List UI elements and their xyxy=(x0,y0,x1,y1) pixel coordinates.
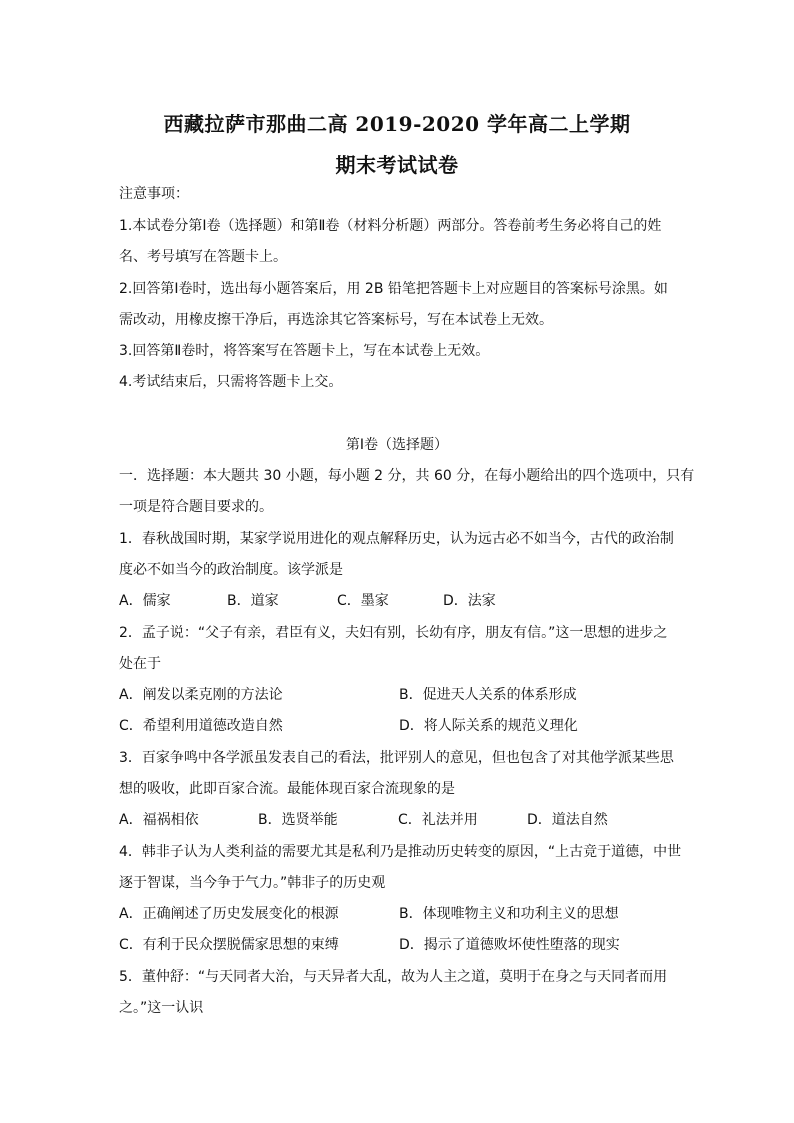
section-intro: 一项是符合题目要求的。 xyxy=(119,499,273,515)
notice-line: 3.回答第Ⅱ卷时，将答案写在答题卡上，写在本试卷上无效。 xyxy=(119,343,490,359)
q4-option-b[interactable]: B．体现唯物主义和功利主义的思想 xyxy=(399,906,619,922)
section-title: 第Ⅰ卷（选择题） xyxy=(345,437,449,453)
q1-option-d[interactable]: D．法家 xyxy=(443,593,496,609)
q4-option-c[interactable]: C．有利于民众摆脱儒家思想的束缚 xyxy=(119,937,339,953)
section-intro: 一．选择题：本大题共 30 小题，每小题 2 分，共 60 分，在每小题给出的四个选项中，只有 xyxy=(119,468,695,484)
question-5-stem: 5．董仲舒：“与天同者大治，与天异者大乱，故为人主之道，莫明于在身之与天同者而用 xyxy=(119,969,668,985)
notice-heading: 注意事项： xyxy=(119,186,189,202)
question-1-stem: 1．春秋战国时期，某家学说用进化的观点解释历史，认为远古必不如当今，古代的政治制 xyxy=(119,531,674,547)
notice-line: 名、考号填写在答题卡上。 xyxy=(119,249,287,265)
question-1-stem: 度必不如当今的政治制度。该学派是 xyxy=(119,562,343,578)
question-3-stem: 3．百家争鸣中各学派虽发表自己的看法，批评别人的意见，但也包含了对其他学派某些思 xyxy=(119,750,674,766)
notice-line: 需改动，用橡皮擦干净后，再选涂其它答案标号，写在本试卷上无效。 xyxy=(119,312,553,328)
q3-option-a[interactable]: A．福祸相依 xyxy=(119,812,199,828)
question-4-stem: 逐于智谋，当今争于气力。”韩非子的历史观 xyxy=(119,875,386,891)
question-3-stem: 想的吸收，此即百家合流。最能体现百家合流现象的是 xyxy=(119,781,455,797)
notice-line: 2.回答第Ⅰ卷时，选出每小题答案后，用 2B 铅笔把答题卡上对应题目的答案标号涂黑。如 xyxy=(119,281,668,297)
q4-option-d[interactable]: D．揭示了道德败坏使性堕落的现实 xyxy=(399,937,620,953)
exam-title: 西藏拉萨市那曲二高 2019-2020 学年高二上学期 xyxy=(163,112,631,136)
q1-option-b[interactable]: B．道家 xyxy=(227,593,279,609)
notice-line: 4.考试结束后，只需将答题卡上交。 xyxy=(119,374,343,390)
q3-option-c[interactable]: C．礼法并用 xyxy=(398,812,478,828)
q2-option-c[interactable]: C．希望利用道德改造自然 xyxy=(119,718,283,734)
q3-option-d[interactable]: D．道法自然 xyxy=(527,812,608,828)
q2-option-b[interactable]: B．促进天人关系的体系形成 xyxy=(399,687,577,703)
q4-option-a[interactable]: A．正确阐述了历史发展变化的根源 xyxy=(119,906,339,922)
q3-option-b[interactable]: B．选贤举能 xyxy=(258,812,338,828)
question-5-stem: 之。”这一认识 xyxy=(119,1000,204,1016)
q1-option-c[interactable]: C．墨家 xyxy=(337,593,389,609)
q2-option-a[interactable]: A．阐发以柔克刚的方法论 xyxy=(119,687,283,703)
notice-line: 1.本试卷分第Ⅰ卷（选择题）和第Ⅱ卷（材料分析题）两部分。答卷前考生务必将自己的姓 xyxy=(119,218,662,234)
q2-option-d[interactable]: D．将人际关系的规范义理化 xyxy=(399,718,578,734)
exam-subtitle: 期末考试试卷 xyxy=(335,153,459,177)
question-2-stem: 2．孟子说：“父子有亲，君臣有义，夫妇有别，长幼有序，朋友有信。”这一思想的进步之 xyxy=(119,625,668,641)
question-4-stem: 4．韩非子认为人类利益的需要尤其是私利乃是推动历史转变的原因，“上古竞于道德，中世 xyxy=(119,844,682,860)
q1-option-a[interactable]: A．儒家 xyxy=(119,593,171,609)
question-2-stem: 处在于 xyxy=(119,656,161,672)
